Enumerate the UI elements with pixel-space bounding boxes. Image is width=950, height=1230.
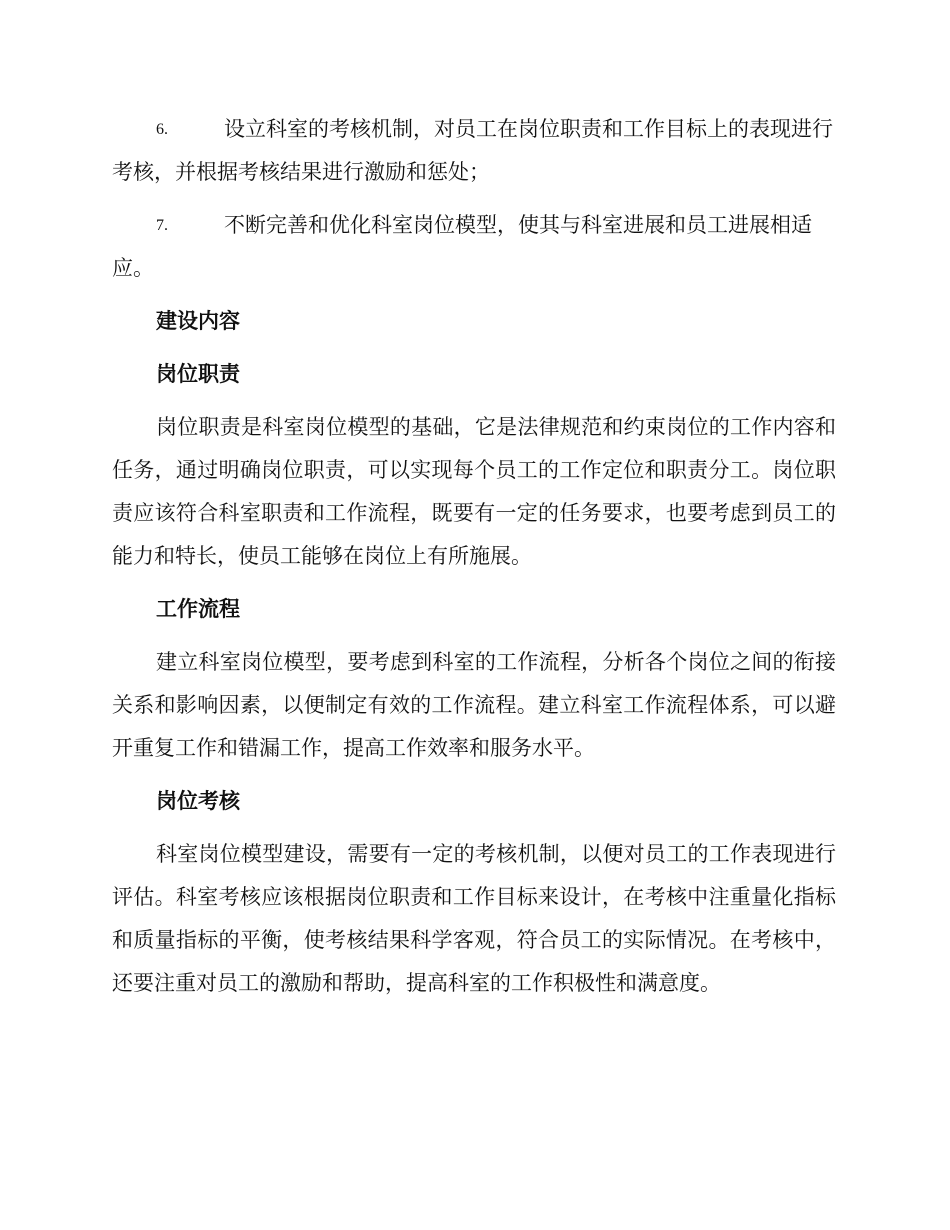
list-item-6 bbox=[112, 108, 836, 194]
heading-assessment: 岗位考核 bbox=[156, 789, 240, 813]
list-number: 7. bbox=[156, 217, 168, 234]
list-item-7 bbox=[112, 204, 836, 290]
section-title: 建设内容 bbox=[156, 309, 240, 333]
list-item-text: 不断完善和优化科室岗位模型，使其与科室进展和员工进展相适应。 bbox=[112, 213, 812, 280]
paragraph-assessment: 科室岗位模型建设，需要有一定的考核机制，以便对员工的工作表现进行评估。科室考核应该根据岗位职责和工作目标来设计，在考核中注重量化指标和质量指标的平衡，使考核结果科学客观，符合员工的实际情况。在考核中，还要注重对员工的激励和帮助，提高科室的工作积极性和满意度。 bbox=[112, 842, 836, 995]
document-content bbox=[112, 108, 836, 1015]
heading-workflow: 工作流程 bbox=[156, 597, 240, 621]
paragraph-workflow: 建立科室岗位模型，要考虑到科室的工作流程，分析各个岗位之间的衔接关系和影响因素，以便制定有效的工作流程。建立科室工作流程体系，可以避开重复工作和错漏工作，提高工作效率和服务水平。 bbox=[112, 650, 836, 760]
paragraph-job-duties: 岗位职责是科室岗位模型的基础，它是法律规范和约束岗位的工作内容和任务，通过明确岗位职责，可以实现每个员工的工作定位和职责分工。岗位职责应该符合科室职责和工作流程，既要有一定的任务要求，也要考虑到员工的能力和特长，使员工能够在岗位上有所施展。 bbox=[112, 415, 836, 568]
list-number: 6. bbox=[156, 121, 168, 138]
list-item-text: 设立科室的考核机制，对员工在岗位职责和工作目标上的表现进行考核，并根据考核结果进行激励和惩处； bbox=[112, 117, 833, 184]
heading-job-duties: 岗位职责 bbox=[156, 362, 240, 386]
